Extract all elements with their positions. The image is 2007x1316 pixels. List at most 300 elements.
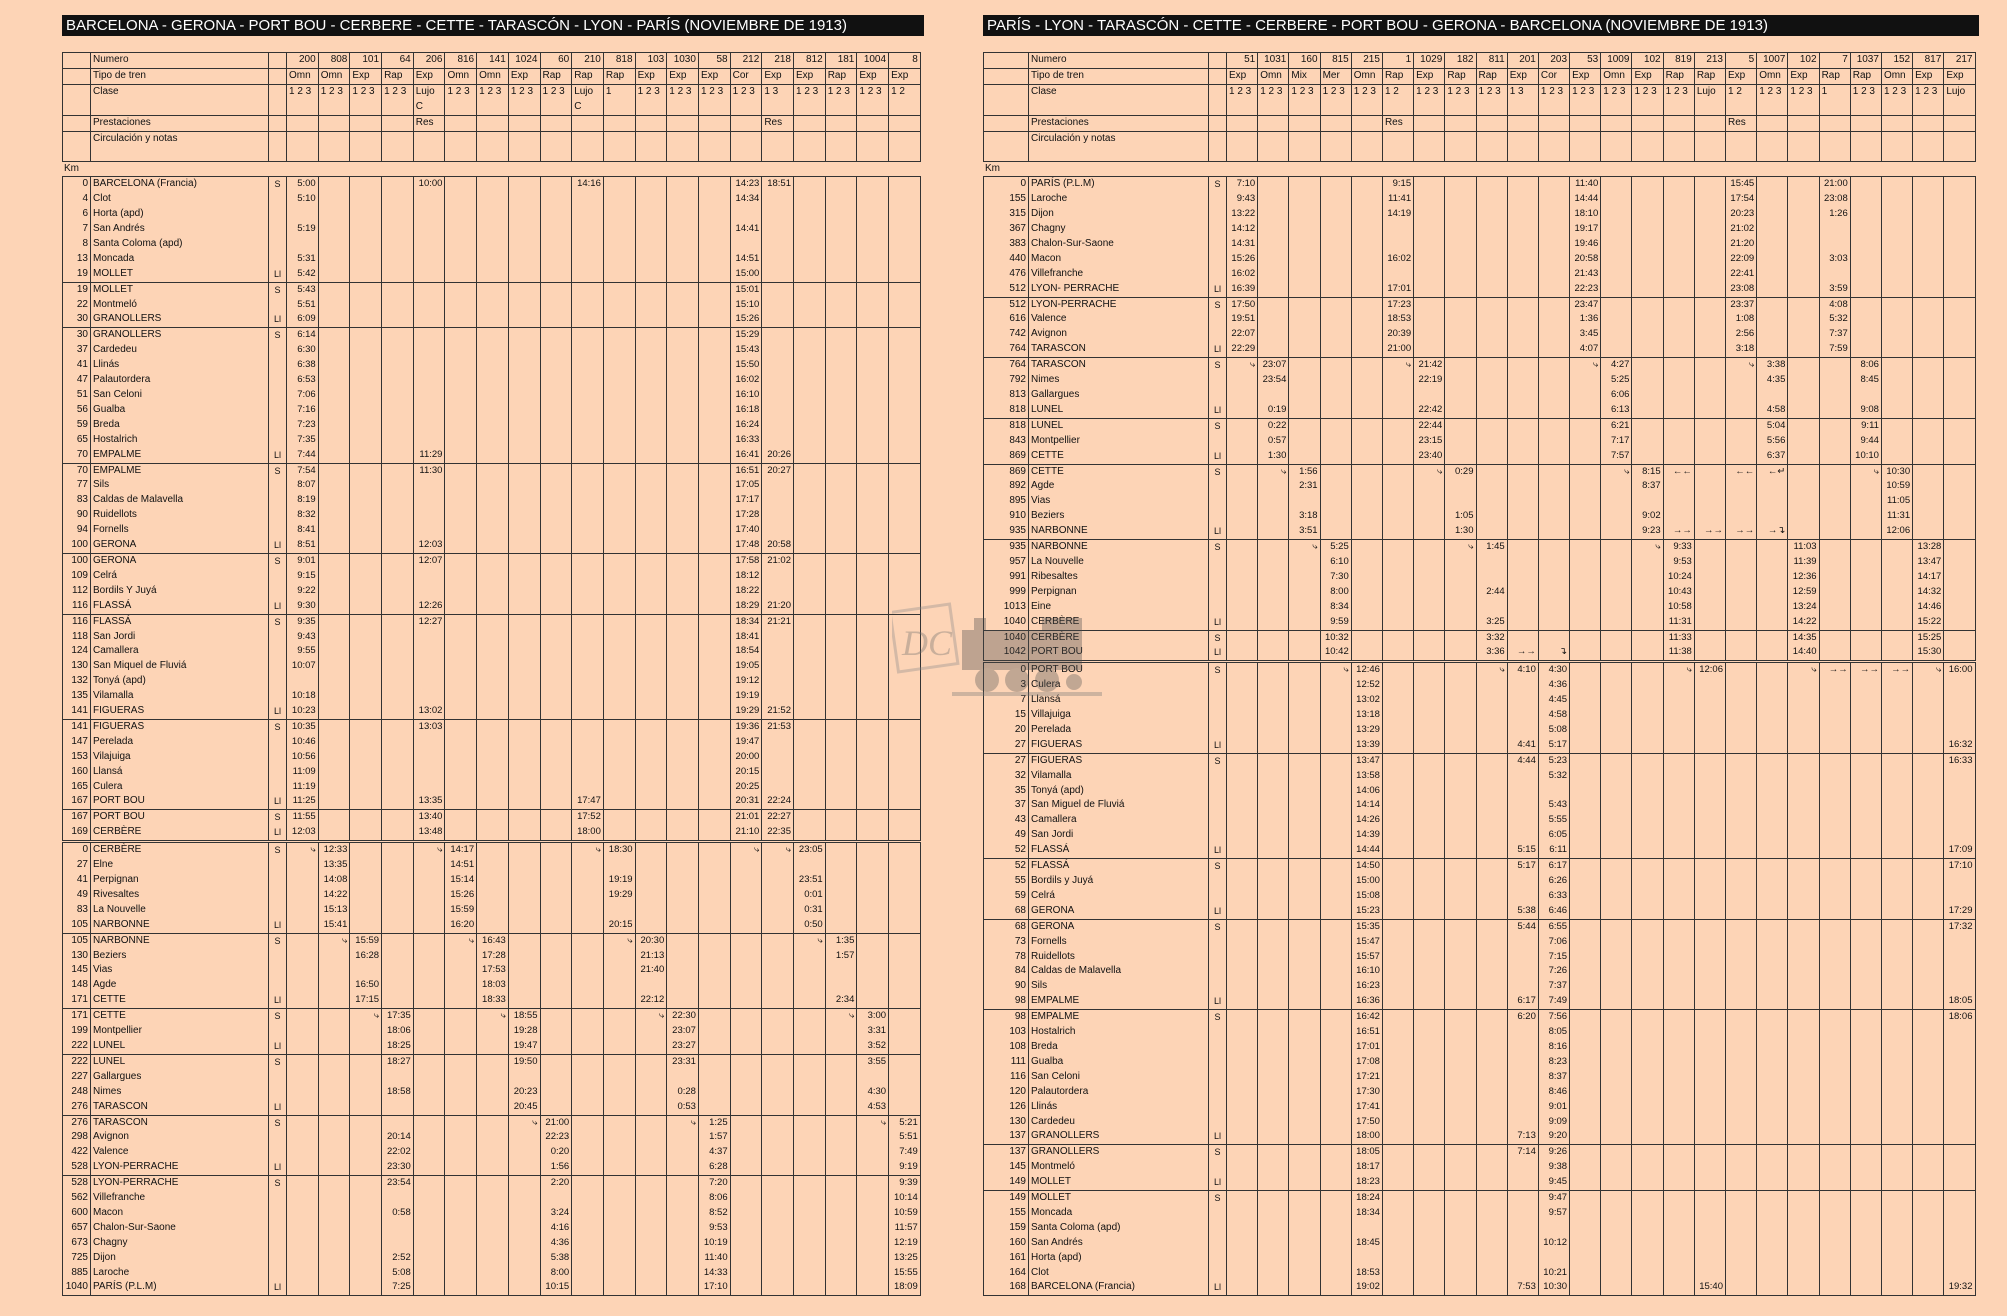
time-cell	[350, 1251, 382, 1266]
time-cell	[1507, 828, 1538, 843]
time-cell: 22:09	[1726, 252, 1757, 267]
time-cell: 16:02	[1227, 267, 1258, 282]
train-tipo-cell: Exp	[1227, 68, 1258, 84]
time-cell	[1445, 662, 1476, 678]
time-cell: 17:58	[730, 553, 762, 568]
time-cell	[857, 177, 889, 192]
time-cell	[350, 735, 382, 750]
train-clase2-cell	[1507, 100, 1538, 115]
time-cell	[1445, 1129, 1476, 1144]
time-cell	[1289, 434, 1320, 449]
table-row	[984, 1206, 1976, 1221]
time-cell	[1663, 342, 1694, 357]
time-cell	[794, 794, 826, 809]
time-cell	[1227, 843, 1258, 858]
time-cell: 23:51	[794, 873, 826, 888]
header-label: Circulación y notas	[91, 131, 269, 146]
time-cell	[889, 312, 921, 327]
time-cell	[1476, 1191, 1507, 1206]
time-cell	[1320, 874, 1351, 889]
arr-dep-flag: S	[269, 719, 287, 734]
time-cell	[1570, 935, 1601, 950]
time-cell: 6:37	[1757, 449, 1788, 464]
time-cell	[445, 1009, 477, 1024]
time-cell	[413, 933, 445, 948]
arr-dep-flag	[269, 1221, 287, 1236]
time-cell	[477, 358, 509, 373]
time-cell	[1788, 237, 1819, 252]
time-cell	[1850, 540, 1881, 555]
time-cell	[1632, 1010, 1663, 1025]
time-cell: 6:55	[1538, 919, 1569, 934]
train-clase-cell: 1 2 3	[1881, 84, 1912, 99]
time-cell	[1881, 798, 1912, 813]
time-cell: 9:20	[1538, 1129, 1569, 1144]
time-cell	[1507, 418, 1538, 433]
header-km-cell	[984, 146, 1029, 161]
time-cell	[1476, 843, 1507, 858]
train-tipo-cell: Omn	[1351, 68, 1382, 84]
table-row	[63, 765, 921, 780]
table-row	[984, 1251, 1976, 1266]
train-clase-cell: Lujo	[1944, 84, 1975, 99]
time-cell	[540, 750, 572, 765]
time-cell	[1414, 540, 1445, 555]
time-cell	[1726, 479, 1757, 494]
time-cell	[1227, 994, 1258, 1009]
time-cell	[730, 918, 762, 933]
time-cell	[667, 918, 699, 933]
time-cell	[413, 1009, 445, 1024]
table-row	[984, 630, 1976, 645]
time-cell: 1:57	[825, 949, 857, 964]
time-cell	[1726, 1129, 1757, 1144]
station-name: Clot	[1029, 1266, 1209, 1281]
time-cell	[1819, 935, 1850, 950]
time-cell	[889, 719, 921, 734]
time-cell	[857, 978, 889, 993]
station-name: FLASSÁ	[91, 599, 269, 614]
time-cell	[1694, 1115, 1725, 1130]
time-cell	[794, 689, 826, 704]
arr-dep-flag	[269, 388, 287, 403]
time-cell	[1258, 267, 1289, 282]
time-cell: 6:14	[287, 328, 319, 343]
time-cell	[382, 433, 414, 448]
time-cell	[1382, 1206, 1413, 1221]
arr-dep-flag	[269, 569, 287, 584]
time-cell	[540, 373, 572, 388]
time-cell	[540, 177, 572, 192]
time-cell	[1632, 950, 1663, 965]
km-cell: 422	[71, 1146, 88, 1158]
time-cell	[1570, 874, 1601, 889]
time-cell	[1819, 615, 1850, 630]
time-cell	[698, 735, 730, 750]
station-name: TARASCON	[1029, 358, 1209, 373]
time-cell: 16:02	[1382, 252, 1413, 267]
arr-dep-flag	[269, 780, 287, 795]
time-cell	[1913, 1070, 1944, 1085]
time-cell	[1694, 1100, 1725, 1115]
time-cell	[413, 1024, 445, 1039]
train-prest-cell	[857, 115, 889, 131]
time-cell	[1788, 813, 1819, 828]
time-cell	[1850, 1221, 1881, 1236]
time-cell	[1538, 585, 1569, 600]
time-cell	[540, 433, 572, 448]
time-cell	[698, 825, 730, 841]
time-cell: 9:44	[1850, 434, 1881, 449]
time-cell	[1258, 479, 1289, 494]
time-cell: 15:14	[445, 873, 477, 888]
train-num-cell: 60	[540, 53, 572, 69]
station-name: Hostalrich	[91, 433, 269, 448]
time-cell	[1289, 753, 1320, 768]
time-cell	[889, 553, 921, 568]
time-cell: 10:10	[1850, 449, 1881, 464]
time-cell	[1850, 859, 1881, 874]
time-cell	[413, 508, 445, 523]
time-cell	[318, 328, 350, 343]
arr-dep-flag: Ll	[1209, 1175, 1227, 1190]
time-cell	[1694, 327, 1725, 342]
arr-dep-flag	[1209, 1055, 1227, 1070]
time-cell	[1320, 1129, 1351, 1144]
time-cell	[540, 842, 572, 858]
time-cell	[413, 1070, 445, 1085]
train-blank-cell	[572, 146, 604, 161]
time-cell	[1476, 358, 1507, 373]
time-cell	[1351, 358, 1382, 373]
time-cell: 14:17	[445, 842, 477, 858]
time-cell	[1382, 678, 1413, 693]
time-cell	[445, 614, 477, 629]
time-cell	[762, 1206, 794, 1221]
time-cell: 19:02	[1351, 1280, 1382, 1295]
time-cell	[1913, 222, 1944, 237]
time-cell	[1632, 312, 1663, 327]
time-cell	[1476, 297, 1507, 312]
time-cell	[1694, 418, 1725, 433]
time-cell	[382, 735, 414, 750]
time-cell	[1694, 297, 1725, 312]
time-cell	[318, 237, 350, 252]
time-cell	[1382, 859, 1413, 874]
time-cell	[1227, 904, 1258, 919]
time-cell	[603, 478, 635, 493]
train-clase2-cell	[1850, 100, 1881, 115]
time-cell	[350, 177, 382, 192]
time-cell	[1601, 994, 1632, 1009]
time-cell	[287, 1085, 319, 1100]
time-cell: 1:56	[1289, 464, 1320, 479]
right-header-table	[983, 52, 1976, 162]
time-cell	[1694, 964, 1725, 979]
time-cell	[730, 1009, 762, 1024]
time-cell	[1850, 615, 1881, 630]
time-cell	[350, 644, 382, 659]
station-name: LUNEL	[1029, 418, 1209, 433]
train-blank-cell	[350, 146, 382, 161]
time-cell	[794, 644, 826, 659]
train-blank-cell	[1694, 131, 1725, 146]
time-cell	[889, 493, 921, 508]
time-cell	[1944, 449, 1975, 464]
time-cell	[603, 810, 635, 825]
time-cell: 0:58	[382, 1206, 414, 1221]
time-cell: 19:47	[730, 735, 762, 750]
time-cell	[1570, 1251, 1601, 1266]
table-row	[984, 327, 1976, 342]
km-cell: 169	[71, 826, 88, 838]
time-cell	[1570, 843, 1601, 858]
time-cell	[1351, 615, 1382, 630]
time-cell	[413, 918, 445, 933]
time-cell	[1258, 1206, 1289, 1221]
time-cell	[318, 222, 350, 237]
time-cell	[635, 433, 667, 448]
time-cell	[1445, 418, 1476, 433]
time-cell	[1258, 874, 1289, 889]
time-cell	[540, 538, 572, 553]
train-num-cell: 808	[318, 53, 350, 69]
time-cell	[1694, 950, 1725, 965]
time-cell	[1476, 555, 1507, 570]
station-name: FIGUERAS	[91, 704, 269, 719]
time-cell	[1227, 784, 1258, 799]
km-cell: 869	[1009, 449, 1026, 461]
time-cell	[1850, 312, 1881, 327]
time-cell	[1570, 769, 1601, 784]
train-blank-cell	[889, 131, 921, 146]
time-cell	[762, 1009, 794, 1024]
time-cell	[1944, 979, 1975, 994]
time-cell: 17:47	[572, 794, 604, 809]
time-cell	[1570, 964, 1601, 979]
train-blank-cell	[1258, 131, 1289, 146]
train-prest-cell	[1757, 115, 1788, 131]
km-cell: 68	[1014, 904, 1026, 916]
time-cell	[667, 448, 699, 463]
time-cell	[382, 825, 414, 841]
time-cell	[1757, 662, 1788, 678]
arr-dep-flag: S	[269, 1176, 287, 1191]
time-cell	[1913, 843, 1944, 858]
km-cell: 37	[76, 344, 88, 356]
time-cell	[667, 1251, 699, 1266]
time-cell	[1538, 1221, 1569, 1236]
time-cell	[794, 825, 826, 841]
time-cell	[1227, 524, 1258, 539]
time-cell: 18:17	[1351, 1160, 1382, 1175]
train-prest-cell	[1570, 115, 1601, 131]
time-cell	[1944, 494, 1975, 509]
time-cell	[1944, 964, 1975, 979]
time-cell	[603, 237, 635, 252]
time-cell	[603, 735, 635, 750]
time-cell: 13:48	[413, 825, 445, 841]
time-cell	[1382, 585, 1413, 600]
time-cell	[287, 1024, 319, 1039]
time-cell	[477, 1160, 509, 1175]
train-clase2-cell	[1289, 100, 1320, 115]
time-cell: 15:59	[350, 933, 382, 948]
time-cell	[794, 993, 826, 1008]
station-name: Ruidellots	[1029, 950, 1209, 965]
time-cell	[1570, 708, 1601, 723]
time-cell	[508, 978, 540, 993]
time-cell	[1944, 1115, 1975, 1130]
train-prest-cell	[1414, 115, 1445, 131]
time-cell	[540, 508, 572, 523]
time-cell	[1507, 769, 1538, 784]
train-clase2-cell	[1258, 100, 1289, 115]
time-cell: 23:47	[1570, 297, 1601, 312]
time-cell	[1913, 828, 1944, 843]
header-label	[1029, 146, 1209, 161]
time-cell	[508, 888, 540, 903]
time-cell	[445, 192, 477, 207]
time-cell	[1726, 434, 1757, 449]
time-cell	[667, 1191, 699, 1206]
time-cell	[1632, 769, 1663, 784]
time-cell	[1227, 479, 1258, 494]
arr-dep-flag	[269, 949, 287, 964]
time-cell	[382, 704, 414, 719]
station-name: Chalon-Sur-Saone	[1029, 237, 1209, 252]
time-cell	[1382, 418, 1413, 433]
time-cell	[350, 1085, 382, 1100]
time-cell	[1382, 1040, 1413, 1055]
time-cell	[825, 1054, 857, 1069]
time-cell	[635, 388, 667, 403]
time-cell	[1850, 1129, 1881, 1144]
train-tipo-cell: Exp	[350, 68, 382, 84]
station-name: Llansá	[91, 765, 269, 780]
train-clase-cell: 1 2 3	[1570, 84, 1601, 99]
time-cell	[1414, 662, 1445, 678]
train-tipo-cell: Rap	[1445, 68, 1476, 84]
time-cell	[1570, 979, 1601, 994]
time-cell	[477, 584, 509, 599]
time-cell	[1913, 434, 1944, 449]
time-cell: 13:35	[318, 858, 350, 873]
time-cell	[382, 493, 414, 508]
time-cell	[287, 1236, 319, 1251]
km-cell: 171	[71, 994, 88, 1006]
km-cell: 116	[1010, 1070, 1026, 1082]
table-row	[984, 373, 1976, 388]
time-cell: ⤷	[477, 1009, 509, 1024]
time-cell	[1445, 312, 1476, 327]
time-cell	[825, 918, 857, 933]
train-blank-cell	[825, 146, 857, 161]
train-tipo-cell: Cor	[1538, 68, 1569, 84]
time-cell	[540, 735, 572, 750]
time-cell	[667, 493, 699, 508]
time-cell	[1850, 738, 1881, 753]
time-cell	[825, 1130, 857, 1145]
time-cell	[350, 858, 382, 873]
time-cell	[1726, 1175, 1757, 1190]
time-cell	[572, 644, 604, 659]
time-cell	[1726, 403, 1757, 418]
time-cell	[635, 328, 667, 343]
time-cell	[603, 780, 635, 795]
arr-dep-flag	[1209, 1115, 1227, 1130]
time-cell	[1258, 859, 1289, 874]
time-cell	[1944, 570, 1975, 585]
time-cell	[318, 343, 350, 358]
time-cell: 17:23	[1382, 297, 1413, 312]
time-cell	[1819, 950, 1850, 965]
time-cell	[1881, 222, 1912, 237]
km-cell: 56	[76, 403, 88, 415]
time-cell	[572, 735, 604, 750]
time-cell	[1850, 1236, 1881, 1251]
time-cell	[1632, 1145, 1663, 1160]
arr-dep-flag	[269, 478, 287, 493]
arr-dep-flag	[269, 1145, 287, 1160]
time-cell	[1445, 403, 1476, 418]
time-cell	[1289, 207, 1320, 222]
time-cell	[794, 765, 826, 780]
time-cell	[318, 1070, 350, 1085]
time-cell	[1726, 509, 1757, 524]
time-cell	[667, 388, 699, 403]
time-cell	[1944, 1100, 1975, 1115]
time-cell	[1289, 570, 1320, 585]
time-cell	[1382, 1010, 1413, 1025]
station-name: CETTE	[91, 993, 269, 1008]
time-cell	[1913, 1266, 1944, 1281]
time-cell: 13:39	[1351, 738, 1382, 753]
time-cell	[1632, 267, 1663, 282]
train-clase2-cell	[1632, 100, 1663, 115]
time-cell	[1726, 904, 1757, 919]
train-blank-cell	[508, 146, 540, 161]
time-cell	[572, 282, 604, 297]
arr-dep-flag	[269, 222, 287, 237]
time-cell: 18:24	[1351, 1191, 1382, 1206]
time-cell	[350, 918, 382, 933]
time-cell	[1881, 1236, 1912, 1251]
time-cell	[413, 1145, 445, 1160]
time-cell: 9:53	[1663, 555, 1694, 570]
time-cell	[794, 1236, 826, 1251]
time-cell	[603, 1266, 635, 1281]
time-cell	[1601, 693, 1632, 708]
time-cell	[1445, 874, 1476, 889]
table-row	[63, 433, 921, 448]
time-cell	[1850, 207, 1881, 222]
time-cell	[477, 267, 509, 282]
time-cell: 8:06	[698, 1191, 730, 1206]
time-cell	[635, 177, 667, 192]
time-cell	[1850, 784, 1881, 799]
time-cell	[857, 858, 889, 873]
time-cell	[603, 614, 635, 629]
time-cell	[572, 1009, 604, 1024]
time-cell	[1507, 784, 1538, 799]
time-cell	[794, 1130, 826, 1145]
time-cell	[445, 1160, 477, 1175]
arr-dep-flag	[1209, 950, 1227, 965]
time-cell: 8:37	[1538, 1070, 1569, 1085]
time-cell	[1507, 964, 1538, 979]
time-cell	[889, 282, 921, 297]
